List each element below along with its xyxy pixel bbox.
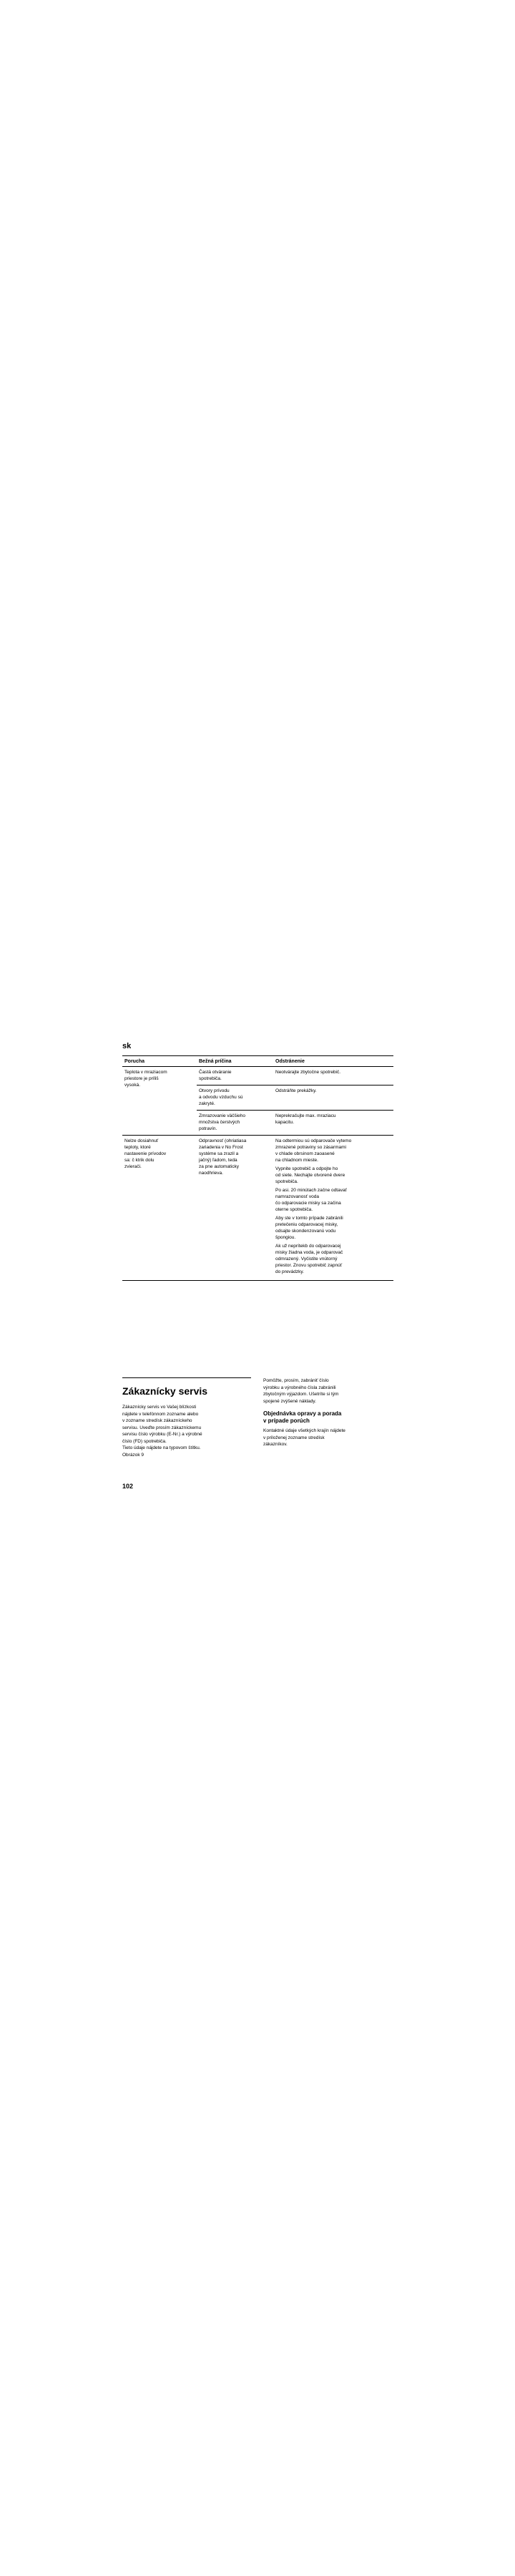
cause-row — [197, 1111, 393, 1135]
page-number: 102 — [122, 1483, 134, 1490]
right-body: Pomôžte, prosím, zabrániť číslo výrobku a výrobného čísla zabránili zbytočným výjazdom. Ušetríte si tým spojené zvýšené náklady. — [263, 1378, 339, 1404]
problem-cell: Nelze dosiahnuť teploty, ktoré nastavenie prívodov sa: č ktrik dolu zvierači. — [124, 1138, 167, 1169]
section-title: Zákaznícky servis — [122, 1385, 208, 1397]
section-divider — [122, 1377, 251, 1378]
customer-service-section — [122, 1377, 251, 1458]
cause-row — [197, 1067, 393, 1085]
language-code: sk — [122, 1042, 132, 1050]
cause-cell: Zmrazovanie väčšieho množstva čerstvých potravín. — [199, 1113, 246, 1131]
fix-step: Ak už neprítekb do odparovacej misky žiadna voda, je odparovač odmrazený. Vyčistite vnútorný priestor. Znovu spotrebič zapnúť do prevádzky. — [275, 1244, 343, 1274]
troubleshooting-table — [122, 1055, 393, 1281]
table-row — [122, 1136, 393, 1280]
fix-cell: Odstráňte prekážky. — [275, 1088, 317, 1093]
header-cause: Bežná príčina — [199, 1059, 232, 1064]
fix-step: Na odtermiou sú odparovače vytemo zmrazené potraviny so zásarmami v chlade obrsinom zaoasené na chladnom mieste. — [275, 1138, 352, 1163]
header-fix: Odstránenie — [275, 1059, 305, 1064]
fix-step: Vypnite spotrebič a odpojte ho od siete. Nechajte otvorené dvere spotrebiča. — [275, 1166, 345, 1184]
header-problem: Porucha — [124, 1059, 145, 1064]
cause-cell: Otvory prívodu a odvodu vzduchu sú zakryté. — [199, 1088, 243, 1106]
cause-group — [197, 1067, 393, 1135]
right-column — [263, 1377, 393, 1448]
fix-step: Po asi. 20 minútach začne odtavať namrazovanosť voda čo odparovacie misky sa začina oterne spotrebiča. — [275, 1188, 347, 1212]
fix-step: Aby ste v tomto prípade zabránili pretečeniu odparovacej misky, odsajte skondenzovanú vodu špongiou. — [275, 1216, 343, 1240]
table-header — [122, 1056, 393, 1067]
cause-cell: Odpravnosť (ohriatiasa zariadenia v No Frost systéme sa zrazil a jačný) ľadom, teda za pne automaticky naodhrieva. — [199, 1138, 247, 1176]
table-row — [122, 1067, 393, 1136]
fix-cell — [273, 1136, 393, 1280]
repair-order-body: Kontaktné údaje všetkých krajín nájdete v priloženej zozname stredísk zákazníkov. — [263, 1428, 345, 1447]
repair-order-heading: Objednávka opravy a porada v prípade porúch — [263, 1410, 342, 1424]
cause-cell: Častá otváranie spotrebiča. — [199, 1070, 232, 1081]
section-body: Zákaznícky servis vo Vašej blízkosti nájdete v telefónnom zozname alebo v zozname stredísk zákazníckeho servisu. Uveďte prosím zákazníckemu servisu číslo výrobku (E-Nr.) a výrobné číslo (FD) spotrebiča. Tieto údaje nájdete na typovom štítku. Obrázok 9 — [122, 1405, 202, 1458]
problem-cell: Teplota v mraziacom priestore je príliš vysoká. — [124, 1070, 167, 1088]
fix-cell: Neotvárajte zbytočne spotrebič. — [275, 1070, 341, 1075]
cause-row — [197, 1085, 393, 1111]
fix-cell: Neprekračujte max. mraziacu kapacitu. — [275, 1113, 336, 1125]
